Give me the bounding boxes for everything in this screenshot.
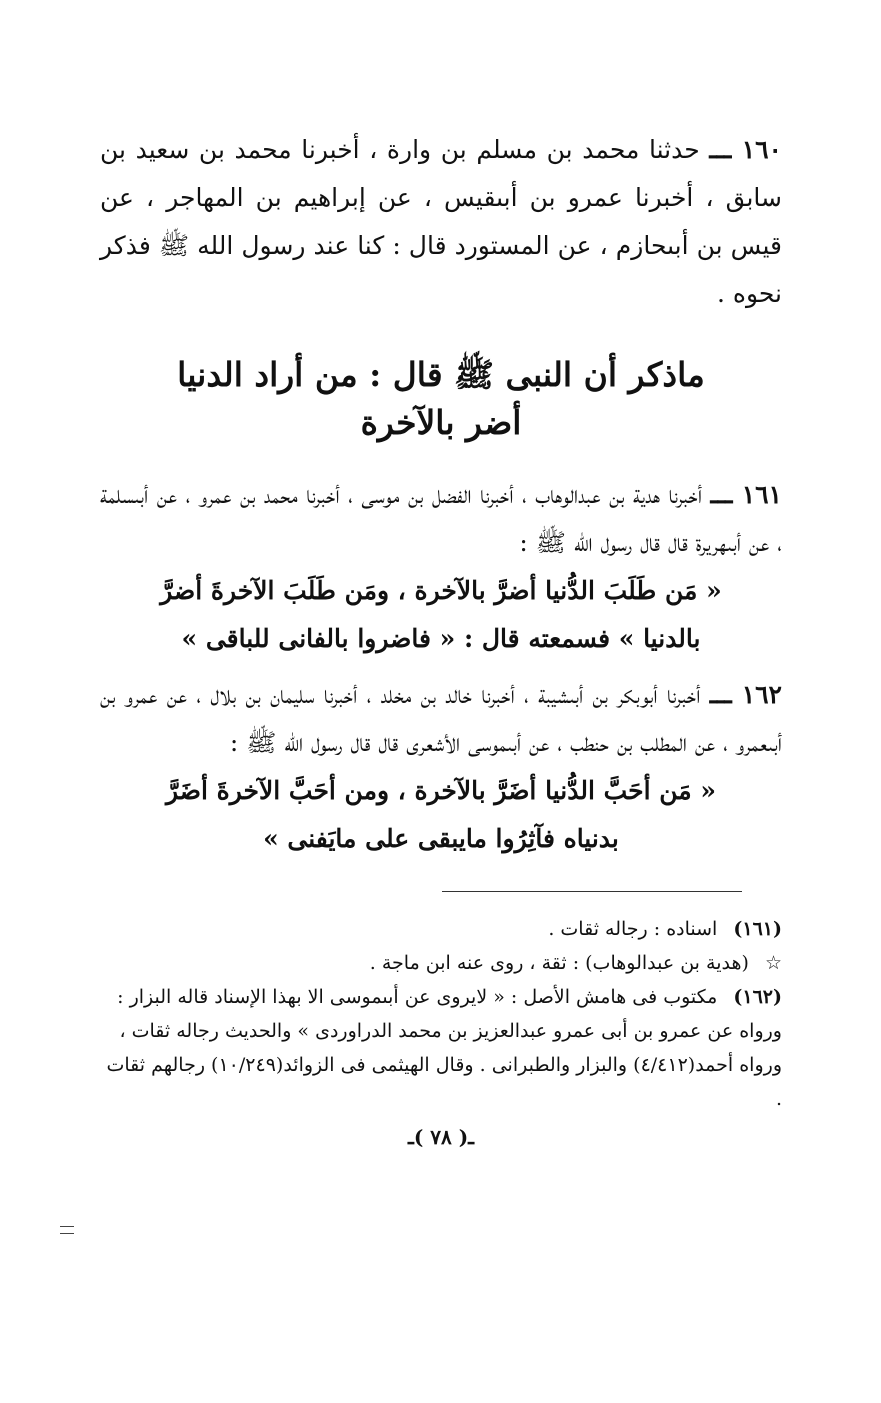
page-number: ـ( ٧٨ )ـ [407, 1125, 475, 1149]
hadith-number: ١٦٠ ـــ [709, 135, 782, 164]
hadith-162 [100, 671, 782, 767]
chapter-heading-line-2: أضر بالآخرة [360, 403, 522, 442]
footnote-number: (١٦١) [733, 918, 782, 940]
hadith-text: أخبرنا أبوبكر بن أبىشيبة ، أخبرنا خالد بن مخلد ، أخبرنا سليمان بن بلال ، عن عمرو بن أبىعمرو ، عن المطلب بن حنطب ، عن أبىموسى الأشعرى قال قال رسول الله ﷺ : [100, 680, 782, 757]
chapter-heading [100, 351, 782, 447]
footnotes [100, 912, 782, 1116]
footnote-number: (١٦٢) [733, 986, 782, 1008]
page-body [100, 126, 782, 1154]
footnote-162 [100, 980, 782, 1116]
hadith-161-quote-line-2: بالدنيا » فسمعته قال : « فاضروا بالفانى للباقى » [181, 624, 701, 653]
margin-mark [60, 1226, 74, 1234]
chapter-heading-line-1: ماذكر أن النبى ﷺ قال : من أراد الدنيا [177, 355, 705, 394]
star-icon: ☆ [764, 952, 782, 974]
hadith-160 [100, 126, 782, 318]
footnote-text: مكتوب فى هامش الأصل : « لايروى عن أبىموسى الا بهذا الإسناد قاله البزار : ورواه عن عمرو بن أبى عمرو عبدالعزيز بن محمد الدراوردى » والحديث رجاله ثقات ، ورواه أحمد(٤/٤١٢) والبزار والطبرانى . وقال الهيثمى فى الزوائد(١٠/٢٤٩) رجالهم ثقات . [106, 986, 782, 1110]
footnote-text: (هدية بن عبدالوهاب) : ثقة ، روى عنه ابن ماجة . [369, 952, 749, 974]
footnote-divider [442, 891, 742, 892]
footnote-text: اسناده : رجاله ثقات . [548, 918, 718, 940]
hadith-text: أخبرنا هدية بن عبدالوهاب ، أخبرنا الفضل بن موسى ، أخبرنا محمد بن عمرو ، عن أبىسلمة ، عن أبىهريرة قال قال رسول الله ﷺ : [100, 480, 782, 557]
hadith-162-quote-line-1: « مَن أحَبَّ الدُّنيا أضَرَّ بالآخرة ، ومن أحَبَّ الآخرةَ أضَرَّ [165, 776, 716, 805]
footnote-161 [100, 912, 782, 946]
footnote-star [100, 946, 782, 980]
hadith-161-quote-line-1: « مَن طَلَبَ الدُّنيا أضرَّ بالآخرة ، ومَن طَلَبَ الآخرةَ أضرَّ [160, 576, 722, 605]
hadith-162-quote-line-2: بدنياه فآثِرُوا مايبقى على مايَفنى » [263, 824, 619, 853]
hadith-text: حدثنا محمد بن مسلم بن وارة ، أخبرنا محمد بن سعيد بن سابق ، أخبرنا عمرو بن أبىقيس ، عن إبراهيم بن المهاجر ، عن قيس بن أبىحازم ، عن المستورد قال : كنا عند رسول الله ﷺ فذكر نحوه . [100, 135, 782, 308]
hadith-number: ١٦٢ ـــ [709, 680, 782, 709]
hadith-161 [100, 471, 782, 567]
hadith-number: ١٦١ ـــ [710, 480, 782, 509]
spacer [100, 663, 782, 671]
